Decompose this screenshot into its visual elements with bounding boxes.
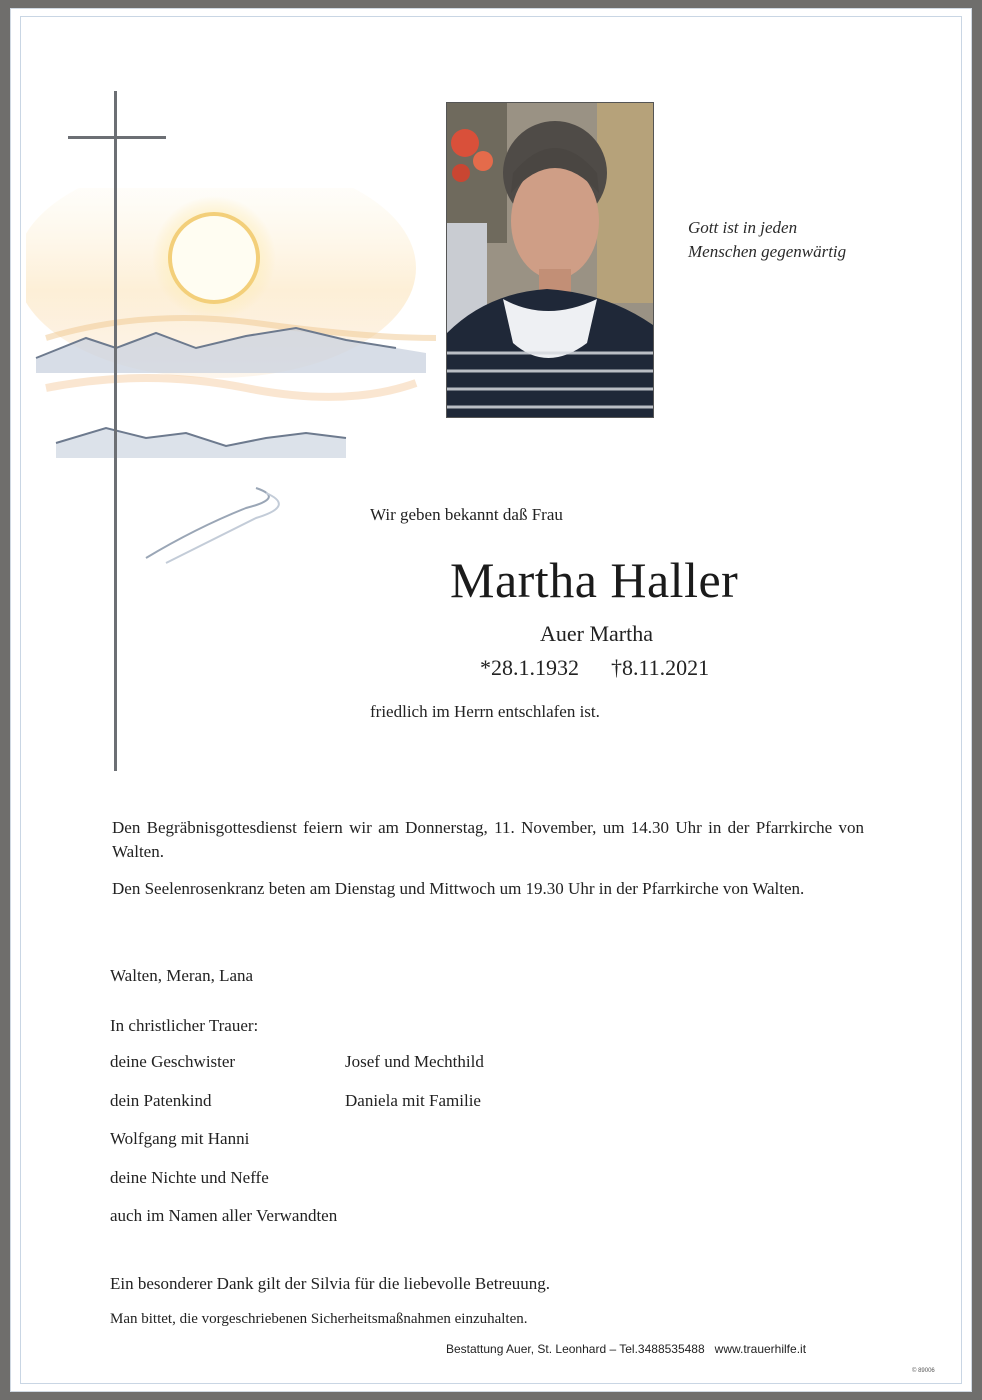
mourner-names: Daniela mit Familie <box>345 1090 481 1110</box>
sunset-landscape-illustration <box>26 188 446 588</box>
thanks-text: Ein besonderer Dank gilt der Silvia für die liebevolle Betreuung. <box>110 1274 550 1293</box>
birth-date: *28.1.1932 <box>480 655 579 680</box>
mourner-relation: deine Nichte und Neffe <box>110 1167 269 1187</box>
death-date: †8.11.2021 <box>611 655 710 680</box>
portrait-photo <box>446 102 654 418</box>
safety-note: Man bittet, die vorgeschriebenen Sicherheitsmaßnahmen einzuhalten. <box>110 1311 528 1327</box>
quote-line-1: Gott ist in jeden <box>688 218 798 237</box>
intro-text: Wir geben bekannt daß Frau <box>370 505 563 524</box>
footer <box>446 1342 816 1356</box>
mourner-relation: Wolfgang mit Hanni <box>110 1129 250 1148</box>
mourner-relation: dein Patenkind <box>110 1090 212 1110</box>
passed-text: friedlich im Herrn entschlafen ist. <box>370 702 600 721</box>
cross-horizontal-beam <box>68 136 166 139</box>
obituary-card <box>10 8 972 1392</box>
mourning-title: In christlicher Trauer: <box>110 1016 259 1035</box>
rosary-text: Den Seelenrosenkranz beten am Dienstag und Mittwoch um 19.30 Uhr in der Pfarrkirche von Walten. <box>112 879 805 898</box>
website-link[interactable]: www.trauerhilfe.it <box>714 1342 807 1356</box>
mourner-relation: deine Geschwister <box>110 1052 236 1071</box>
undertaker-info: Bestattung Auer, St. Leonhard – Tel.3488535488 <box>446 1342 705 1356</box>
portrait-illustration <box>447 103 653 417</box>
quote-text <box>688 216 928 264</box>
funeral-service-text: Den Begräbnisgottesdienst feiern wir am Donnerstag, 11. November, um 14.30 Uhr in der Pfarrkirche von Walten. <box>112 818 864 861</box>
print-code: © 89006 <box>912 1368 935 1374</box>
mourner-relation: auch im Namen aller Verwandten <box>110 1206 338 1225</box>
mourner-names: Josef und Mechthild <box>345 1052 484 1071</box>
life-dates <box>480 655 741 681</box>
cross-vertical-beam <box>114 91 117 771</box>
maiden-name: Auer Martha <box>540 621 654 646</box>
places-text: Walten, Meran, Lana <box>110 966 254 985</box>
quote-line-2: Menschen gegenwärtig <box>688 242 847 261</box>
deceased-name: Martha Haller <box>450 552 739 608</box>
